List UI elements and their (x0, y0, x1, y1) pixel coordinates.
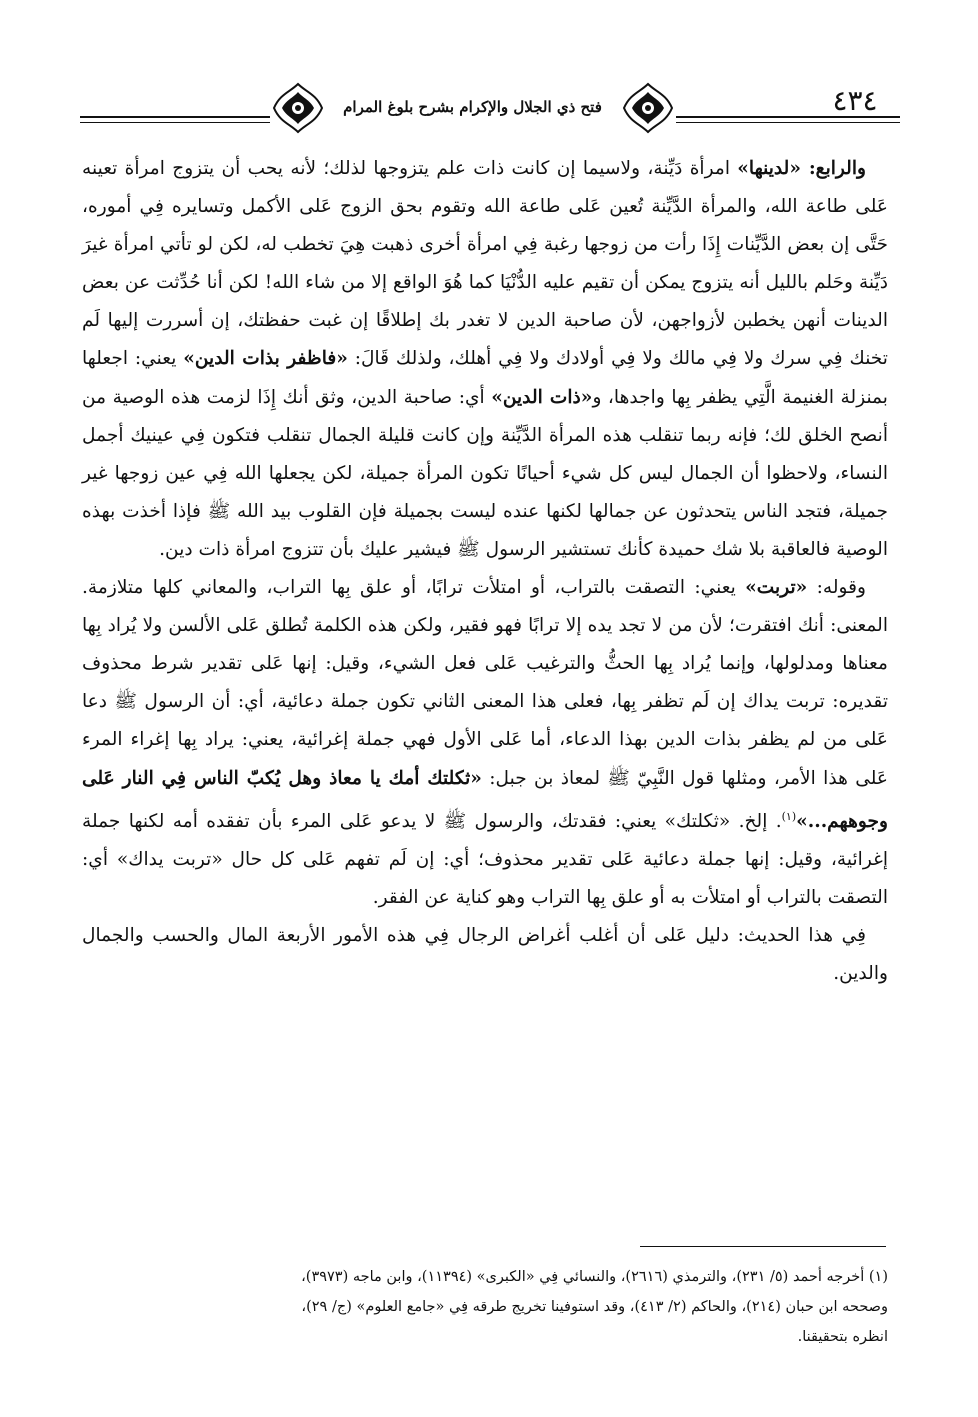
paragraph-text: . إلخ. «ثكلتك» يعني: فقدتك، والرسول ﷺ لا يدعو عَلى المرء بأن تفقده أمه لكنها جملة إغرائية، وقيل: إنها جملة دعائية عَلى تقدير محذوف؛ أي: إن لَم تفهم عَلى كل حال «تربت يداك» أي: التصقت بالتراب أو امتلأت به أو علق بِها التراب وهو كناية عن الفقر. (82, 810, 888, 908)
footnote-line: انظره بتحقيقنا. (797, 1329, 888, 1345)
paragraph-2 (82, 569, 888, 917)
page-header (80, 80, 900, 160)
paragraph-text: فِي هذا الحديث: دليل عَلى أن أغلب أغراض الرجال فِي هذه الأمور الأربعة المال والحسب والجمال والدين. (82, 925, 888, 985)
hadith-quote: «ذات الدين» (491, 386, 593, 408)
footnote-line: (١) أخرجه أحمد (٥/ ٢٣١)، والترمذي (٢٦١٦)، والنسائي فِي «الكبرى» (١١٣٩٤)، وابن ماجه (٣٩٧٣)، (301, 1269, 888, 1285)
paragraph-text: يعني: اجعلها بمنزلة الغنيمة الَّتِي يظفر بِها واجدها، و (82, 348, 888, 408)
paragraph-text: أي: صاحبة الدين، وثق أنك إِذَا لزمت هذه الوصية من أنصح الخلق لك؛ فإنه ربما تنقلب هذه المرأة الدَّيِّنة وإن كانت قليلة الجمال تنقلب فتكون فِي عينيك أجمل النساء، ولاحظوا أن الجمال ليس كل شيء أحيانًا تكون المرأة جميلة، لكن يجعلها الله فِي عين زوجها غير جميلة، فتجد الناس يتحدثون عن جمالها لكنها عنده ليست بجميلة فإن القلوب بيد الله ﷺ فإذا أخذت بهذه الوصية فالعاقبة بلا شك حميدة كأنك تستشير الرسول ﷺ فيشير عليك بأن تتزوج امرأة ذات دين. (82, 386, 888, 560)
page-number: ٤٣٤ (832, 84, 878, 117)
header-rule-left (80, 116, 270, 118)
paragraph-text: وقوله: (807, 577, 866, 599)
header-rule-left-thin (80, 122, 270, 123)
arabesque-ornament-icon (272, 82, 324, 134)
header-rule-right-thin (676, 122, 900, 123)
footnote-separator (640, 1246, 886, 1247)
footnotes (82, 1262, 888, 1352)
running-title: فتح ذي الجلال والإكرام بشرح بلوغ المرام (343, 98, 602, 116)
paragraph-text: يعني: التصقت بالتراب، أو امتلأت ترابًا، أو علق بِها التراب، والمعاني كلها متلازمة. المعنى: أنك افتقرت؛ لأن من لا تجد يده إلا ترابًا فهو فقير، ولكن هذه الكلمة تُطلق عَلى الألسن ولا يُراد بِها معناها ومدلولها، وإنما يُراد بِها الحثُّ والترغيب عَلى فعل الشيء، وقيل: إنها عَلى تقدير شرط محذوف تقديره: تربت يداك إن لَم تظفر بِها، فعلى هذا المعنى الثاني تكون جملة دعائية، أي: أن الرسول ﷺ دعا عَلى من لم يظفر بذات الدين بهذا الدعاء، أما عَلى الأول فهي جملة إغرائية، يعني: يراد بِها إغراء المرء عَلى هذا الأمر، ومثلها قول النَّبِيّ ﷺ لمعاذ بن جبل: (82, 577, 888, 789)
paragraph-1 (82, 150, 888, 569)
arabesque-ornament-icon (622, 82, 674, 134)
paragraph-text: امرأة دَيِّنة، ولاسيما إن كانت ذات علم يتزوجها لذلك؛ لأنه يحب أن يتزوج امرأة تعينه عَلى طاعة الله، والمرأة الدَّيِّنة تُعين عَلى طاعة الله وتقوم بحق الزوج عَلى الأكمل وتسايره فِي أموره، حَتَّى إن بعض الدَّيِّنات إِذَا رأت من زوجها رغبة فِي امرأة أخرى ذهبت هِيَ تخطب له، لكن لو تأتي امرأة غيرَ دَيِّنة وحَلم بالليل أنه يتزوج يمكن أن تقيم عليه الدُّنْيَا كما هُوَ الواقع إلا من شاء الله! لكن أنا حُدِّثت عن بعض الدينات أنهن يخطبن لأزواجهن، لأن صاحبة الدين لا تغدر بك إطلاقًا إن غبت حفظتك، إن أسررت إليها لَم تخنك فِي سرك ولا فِي مالك ولا فِي أولادك ولا فِي أهلك، ولذلك قَالَ: (82, 158, 888, 370)
hadith-quote: «ثكلتك أمك يا معاذ وهل يُكبّ الناس فِي النار عَلى وجوههم...» (82, 767, 888, 832)
hadith-quote: «فاظفر بذات الدين» (183, 348, 348, 370)
main-text (82, 150, 888, 993)
paragraph-lead: والرابع: «لدينها» (737, 158, 866, 179)
paragraph-3 (82, 917, 888, 993)
footnote-line: وصححه ابن حبان (٢١٤)، والحاكم (٢/ ٤١٣)، وقد استوفينا تخريج طرقه فِي «جامع العلوم» (ج/ ٢٩)، (301, 1299, 888, 1315)
hadith-quote: «تربت» (745, 577, 808, 599)
footnote-reference[interactable]: (١) (781, 809, 797, 823)
